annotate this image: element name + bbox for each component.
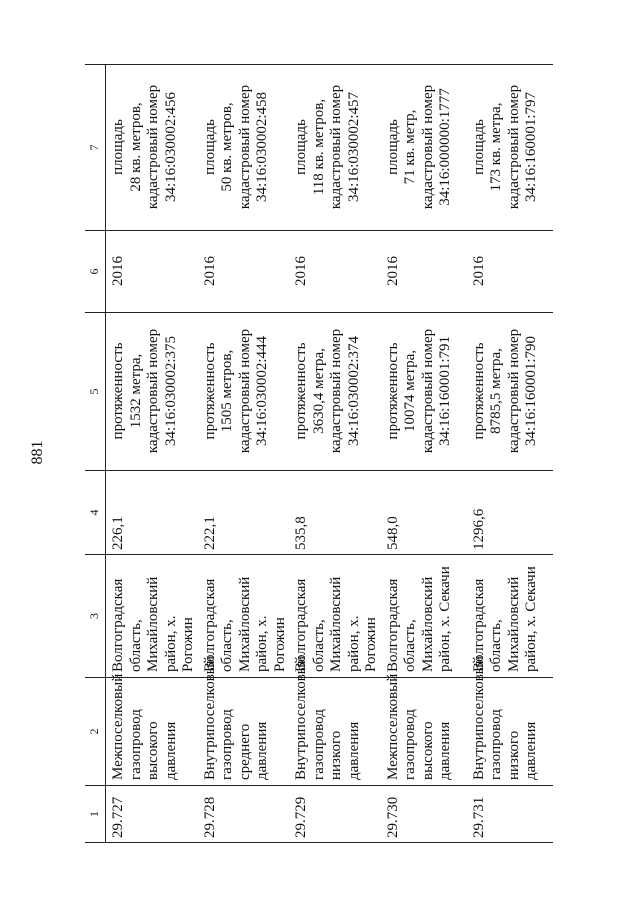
table-row	[381, 65, 467, 843]
row-number: 29.728	[198, 786, 290, 843]
column-number: 7	[85, 65, 106, 231]
table-row	[289, 65, 381, 843]
object-land	[467, 65, 553, 231]
object-location: Волгоградская область, Михайловский район, х. Секачи	[467, 555, 553, 678]
column-number: 4	[85, 471, 106, 555]
column-number: 1	[85, 786, 106, 843]
row-number: 29.729	[289, 786, 381, 843]
object-year: 2016	[106, 231, 198, 313]
object-length-text: протяженность 8785,5 метра, кадастровый номер 34:16:160001:790	[470, 328, 539, 454]
row-number: 29.730	[381, 786, 467, 843]
object-location: Волгоградская область, Михайловский район, х. Рогожин	[289, 555, 381, 678]
object-length-text: протяженность 3630,4 метра, кадастровый номер 34:16:030002:374	[293, 328, 362, 454]
object-length	[467, 313, 553, 471]
page-number: 881	[29, 440, 46, 465]
object-length	[198, 313, 290, 471]
property-table	[85, 64, 553, 843]
object-name: Межпоселковый газопровод высокого давления	[106, 678, 198, 786]
column-number: 5	[85, 313, 106, 471]
row-number: 29.731	[467, 786, 553, 843]
object-land-text: площадь 118 кв. метров, кадастровый номер 34:16:030002:457	[293, 84, 362, 210]
object-length	[381, 313, 467, 471]
object-land-text: площадь 71 кв. метр, кадастровый номер 34:16:000000:1777	[384, 84, 453, 210]
table-row	[198, 65, 290, 843]
object-location: Волгоградская область, Михайловский район, х. Секачи	[381, 555, 467, 678]
column-number: 3	[85, 555, 106, 678]
object-land	[381, 65, 467, 231]
object-area: 1296,6	[467, 471, 553, 555]
object-year: 2016	[381, 231, 467, 313]
object-land	[198, 65, 290, 231]
object-land-text: площадь 28 кв. метров, кадастровый номер 34:16:030002:456	[110, 84, 179, 210]
object-length-text: протяженность 1532 метра, кадастровый номер 34:16:030002:375	[110, 328, 179, 454]
object-year: 2016	[289, 231, 381, 313]
object-area: 222,1	[198, 471, 290, 555]
object-year: 2016	[198, 231, 290, 313]
object-length-text: протяженность 1505 метров, кадастровый номер 34:16:030002:444	[201, 328, 270, 454]
object-land	[289, 65, 381, 231]
object-length	[106, 313, 198, 471]
column-number-header-row	[85, 65, 106, 843]
column-number: 6	[85, 231, 106, 313]
object-location: Волгоградская область, Михайловский район, х. Рогожин	[198, 555, 290, 678]
table-row	[106, 65, 198, 843]
object-area: 535,8	[289, 471, 381, 555]
object-length-text: протяженность 10074 метра, кадастровый номер 34:16:160001:791	[384, 328, 453, 454]
table-row	[467, 65, 553, 843]
object-area: 226,1	[106, 471, 198, 555]
object-name: Внутрипоселковый газопровод низкого давления	[289, 678, 381, 786]
object-location: Волгоградская область, Михайловский район, х. Рогожин	[106, 555, 198, 678]
object-land	[106, 65, 198, 231]
object-area: 548,0	[381, 471, 467, 555]
object-name: Внутрипоселковый газопровод низкого давления	[467, 678, 553, 786]
object-year: 2016	[467, 231, 553, 313]
row-number: 29.727	[106, 786, 198, 843]
object-name: Внутрипоселковый газопровод среднего давления	[198, 678, 290, 786]
object-length	[289, 313, 381, 471]
object-land-text: площадь 173 кв. метра, кадастровый номер 34:16:160001:797	[470, 84, 539, 210]
column-number: 2	[85, 678, 106, 786]
object-name: Межпоселковый газопровод высокого давления	[381, 678, 467, 786]
object-land-text: площадь 50 кв. метров, кадастровый номер 34:16:030002:458	[201, 84, 270, 210]
